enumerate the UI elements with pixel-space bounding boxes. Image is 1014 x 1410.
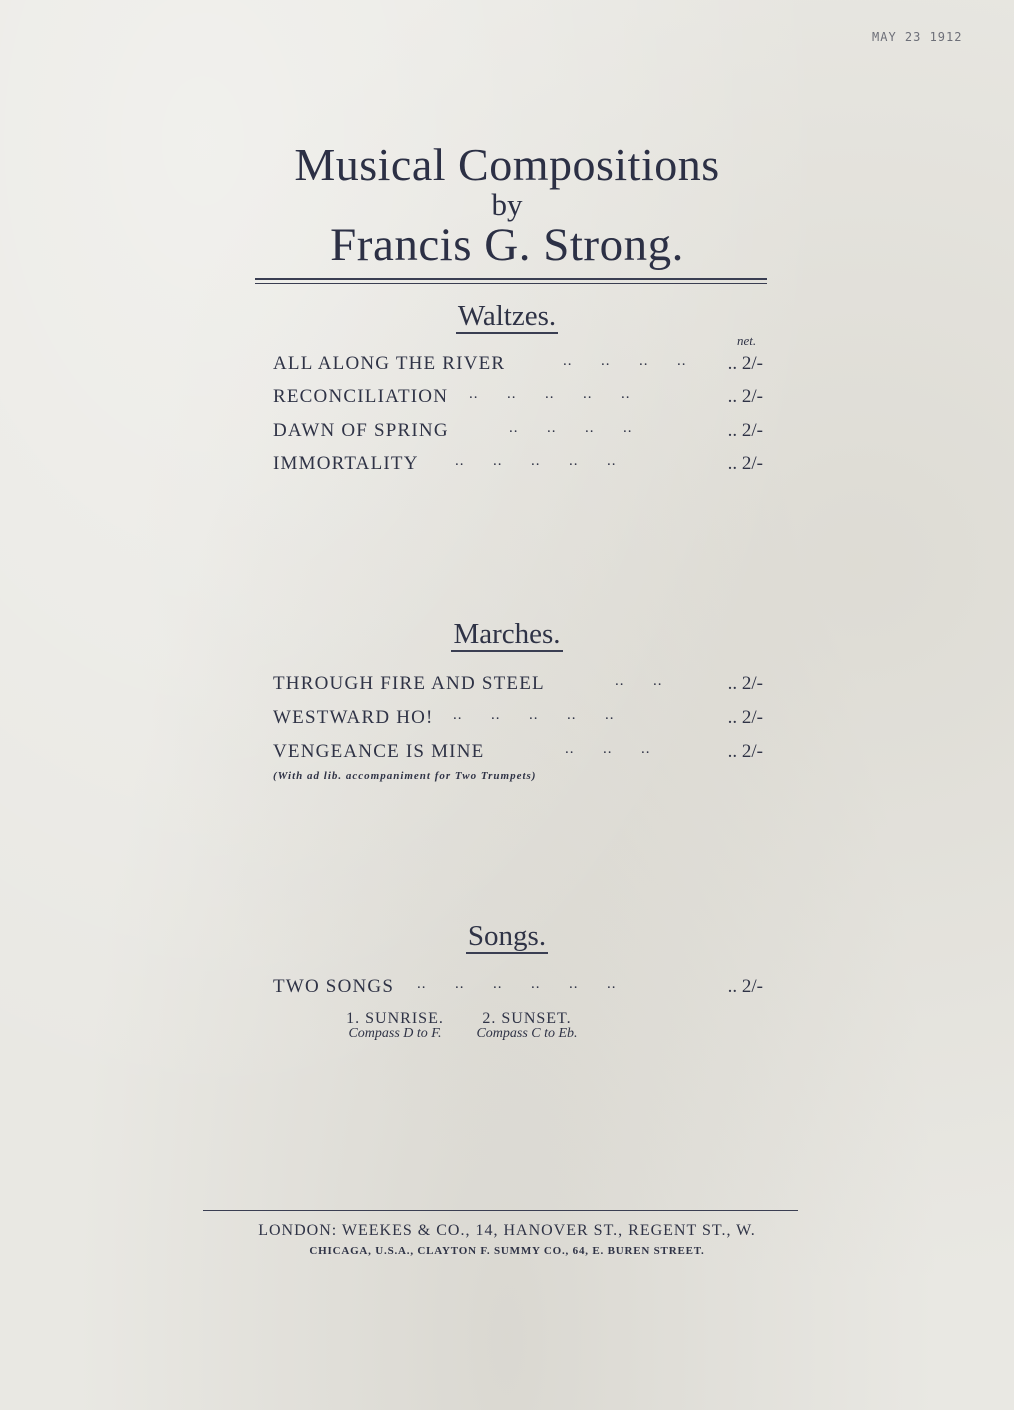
title-divider	[255, 278, 767, 284]
page-title: Musical Compositions	[294, 139, 720, 190]
piece-price: .. 2/-	[727, 976, 763, 997]
publisher-chicago: CHICAGA, U.S.A., CLAYTON F. SUMMY CO., 64, E. BUREN STREET.	[309, 1245, 705, 1257]
section-heading-waltzes: Waltzes.	[457, 300, 557, 332]
piece-title: WESTWARD HO!	[273, 707, 434, 728]
song-title: 2. SUNSET.	[482, 1010, 572, 1027]
piece-price: .. 2/-	[727, 386, 763, 407]
footer-divider	[203, 1210, 798, 1211]
piece-title: RECONCILIATION	[273, 386, 449, 407]
list-item	[273, 453, 763, 481]
piece-price: .. 2/-	[727, 453, 763, 474]
piece-title: THROUGH FIRE AND STEEL	[273, 673, 545, 694]
by-label: by	[491, 187, 523, 222]
net-price-label: net.	[737, 333, 757, 348]
dot-leader: .. .. .. .. .. ..	[417, 976, 617, 992]
piece-title: ALL ALONG THE RIVER	[273, 353, 506, 374]
list-item	[273, 353, 763, 381]
list-item	[273, 386, 763, 414]
dot-leader: .. .. ..	[565, 741, 651, 757]
song-sunset	[462, 1010, 592, 1042]
piece-title: TWO SONGS	[273, 976, 395, 997]
section-heading-marches: Marches.	[453, 618, 561, 650]
piece-price: .. 2/-	[727, 353, 763, 374]
piece-price: .. 2/-	[727, 420, 763, 441]
piece-title: VENGEANCE IS MINE	[273, 741, 485, 762]
publisher-london: LONDON: WEEKES & CO., 14, HANOVER ST., REGENT ST., W.	[258, 1222, 756, 1239]
piece-price: .. 2/-	[727, 707, 763, 728]
list-item	[273, 420, 763, 448]
section-heading-songs: Songs.	[467, 920, 547, 952]
dot-leader: .. ..	[615, 673, 663, 689]
composer-name: Francis G. Strong.	[330, 219, 684, 271]
piece-price: .. 2/-	[727, 673, 763, 694]
list-item	[273, 741, 763, 769]
dot-leader: .. .. .. ..	[509, 420, 633, 436]
song-compass: Compass C to Eb.	[476, 1026, 578, 1041]
song-compass: Compass D to F.	[348, 1026, 442, 1041]
dot-leader: .. .. .. ..	[563, 353, 687, 369]
date-stamp: MAY 23 1912	[872, 30, 963, 44]
song-sunrise	[330, 1010, 460, 1042]
list-item	[273, 707, 763, 735]
accompaniment-note: (With ad lib. accompaniment for Two Trumpets)	[273, 770, 537, 782]
dot-leader: .. .. .. .. ..	[453, 707, 615, 723]
list-item	[273, 673, 763, 701]
piece-price: .. 2/-	[727, 741, 763, 762]
list-item	[273, 976, 763, 1004]
piece-title: DAWN OF SPRING	[273, 420, 449, 441]
dot-leader: .. .. .. .. ..	[469, 386, 631, 402]
piece-title: IMMORTALITY	[273, 453, 419, 474]
song-title: 1. SUNRISE.	[346, 1010, 444, 1027]
dot-leader: .. .. .. .. ..	[455, 453, 617, 469]
